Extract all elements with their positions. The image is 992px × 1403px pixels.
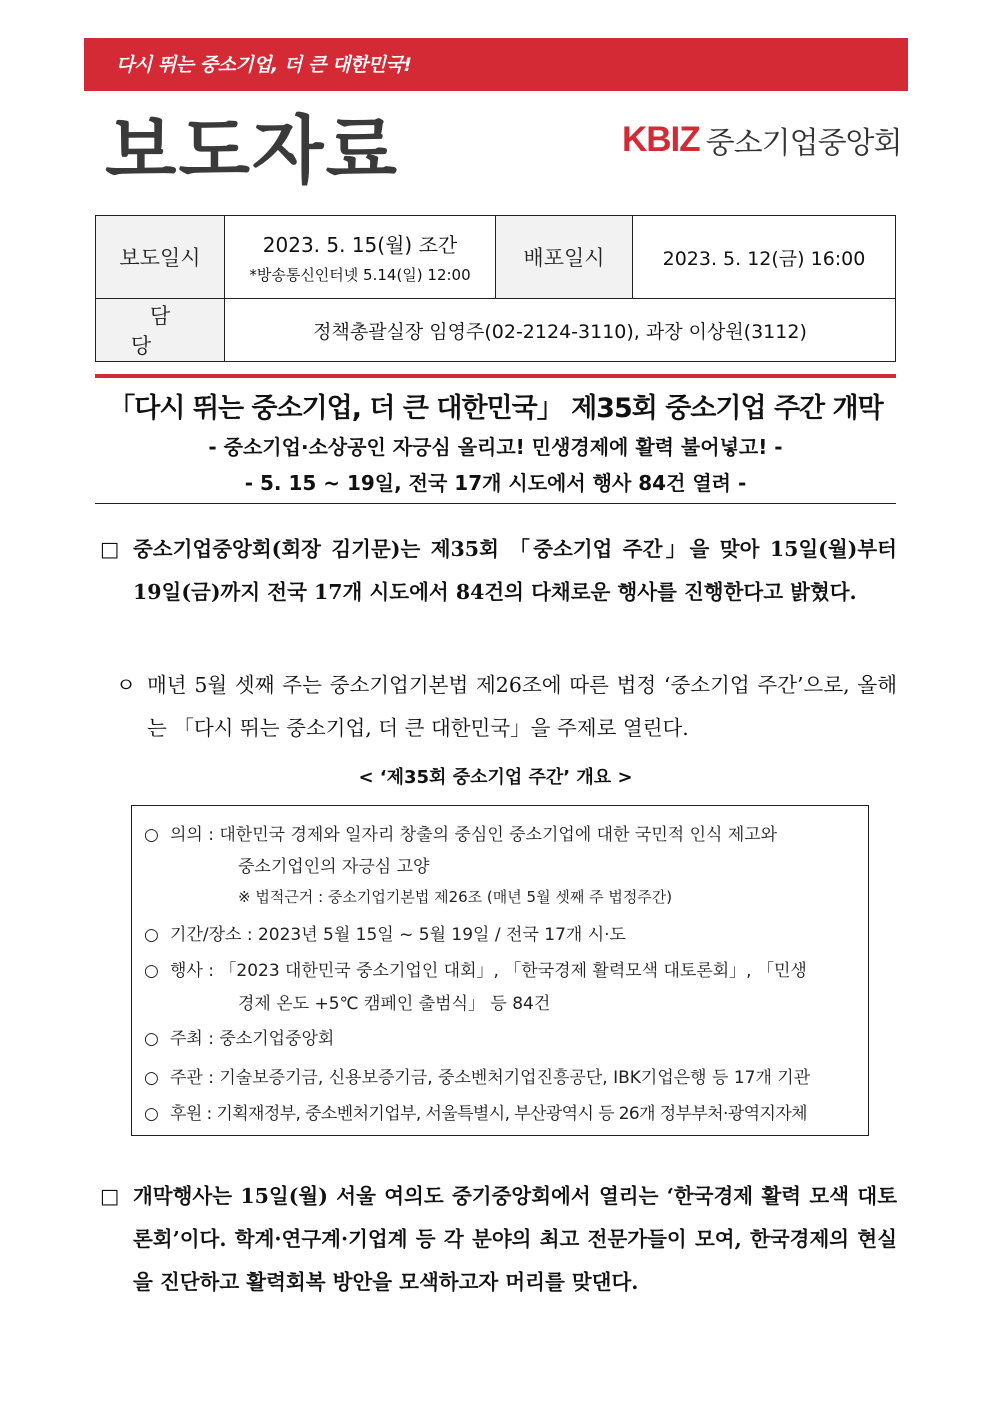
overview-legal-basis: ※ 법적근거 : 중소기업기본법 제26조 (매년 5월 셋째 주 법정주간) (238, 888, 673, 906)
square-bullet-icon: □ (100, 537, 120, 561)
release-info-table (95, 215, 896, 362)
headline-divider (95, 374, 896, 378)
subheading-2: - 5. 15 ~ 19일, 전국 17개 시도에서 행사 84건 열려 - (244, 471, 747, 495)
overview-meaning-cont: 중소기업인의 자긍심 고양 (238, 857, 430, 877)
subheading-1: - 중소기업·소상공인 자긍심 올리고! 민생경제에 활력 불어넣고! - (208, 435, 783, 459)
overview-organizers: ○ 주관 : 기술보증기금, 신용보증기금, 중소벤처기업진흥공단, IBK기업은행 등 17개 기관 (144, 1068, 811, 1088)
contact-info: 정책총괄실장 임영주(02-2124-3110), 과장 이상원(3112) (225, 299, 896, 362)
paragraph-1-text: 중소기업중앙회(회장 김기문)는 제35회 「중소기업 주간」을 맞아 15일(월)부터 19일(금)까지 전국 17개 시도에서 84건의 다채로운 행사를 진행한다고 밝혔다. (133, 537, 897, 604)
distribution-date-label: 배포일시 (496, 216, 633, 299)
paragraph-2 (116, 664, 897, 750)
overview-sponsors: ○ 후원 : 기획재정부, 중소벤처기업부, 서울특별시, 부산광역시 등 26개 정부부처·광역지자체 (144, 1104, 807, 1124)
overview-host: ○ 주최 : 중소기업중앙회 (144, 1029, 335, 1049)
square-bullet-icon: □ (100, 1184, 120, 1208)
overview-box (131, 805, 869, 1136)
slogan-banner (84, 38, 908, 91)
overview-events: ○ 행사 : 「2023 대한민국 중소기업인 대회」, 「한국경제 활력모색 대토론회」, 「민생 (144, 961, 807, 981)
overview-title: < ‘제35회 중소기업 주간’ 개요 > (358, 767, 633, 788)
overview-meaning: ○ 의의 : 대한민국 경제와 일자리 창출의 중심인 중소기업에 대한 국민적 인식 제고와 (144, 825, 778, 845)
distribution-date: 2023. 5. 12(금) 16:00 (633, 216, 896, 299)
paragraph-2-text: 매년 5월 셋째 주는 중소기업기본법 제26조에 따른 법정 ‘중소기업 주간’으로, 올해는 「다시 뛰는 중소기업, 더 큰 대한민국」을 주제로 열린다. (147, 673, 897, 740)
paragraph-3-text: 개막행사는 15일(월) 서울 여의도 중기중앙회에서 열리는 ‘한국경제 활력 모색 대토론회’이다. 학계·연구계·기업계 등 각 분야의 최고 전문가들이 모여, 한국경제의 현실을 진단하고 활력회복 방안을 모색하고자 머리를 맞댄다. (133, 1184, 897, 1294)
overview-period: ○ 기간/장소 : 2023년 5월 15일 ~ 5월 19일 / 전국 17개 시·도 (144, 925, 626, 945)
paragraph-3 (100, 1175, 897, 1304)
subheading-divider (95, 503, 896, 504)
release-date: 2023. 5. 15(월) 조간 (262, 233, 458, 257)
circle-bullet-icon: ㅇ (116, 673, 136, 697)
press-release-title: 보도자료 (105, 108, 399, 194)
kbiz-logo (622, 117, 902, 163)
logo-org-name: 중소기업중앙회 (705, 126, 902, 161)
slogan-text: 다시 뛰는 중소기업, 더 큰 대한민국! (116, 54, 412, 76)
release-date-note: *방송통신인터넷 5.14(일) 12:00 (249, 266, 471, 284)
contact-label: 담 당 (96, 299, 225, 362)
paragraph-1 (100, 528, 897, 614)
headline: 「다시 뛰는 중소기업, 더 큰 대한민국」 제35회 중소기업 주간 개막 (108, 393, 883, 424)
release-date-cell (225, 216, 496, 299)
logo-mark: KBIZ (622, 120, 700, 159)
overview-events-cont: 경제 온도 +5℃ 캠페인 출범식」 등 84건 (238, 994, 551, 1014)
release-date-label: 보도일시 (96, 216, 225, 299)
